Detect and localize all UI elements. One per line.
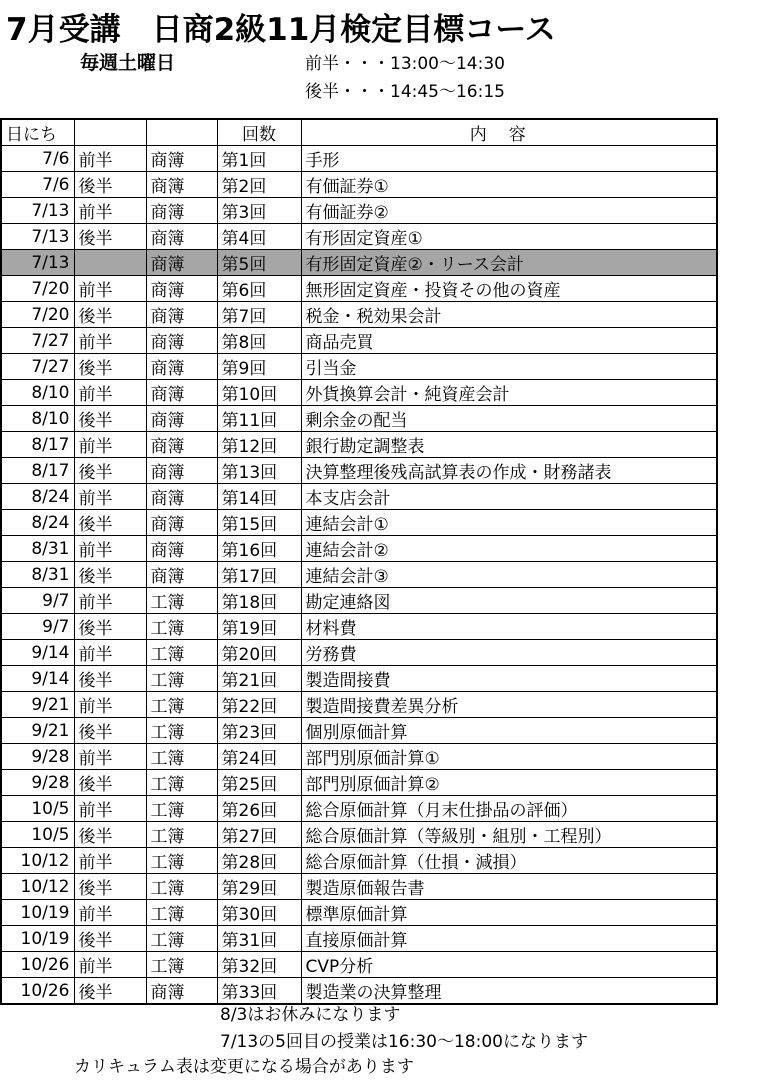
table-row	[1, 848, 717, 874]
cell-session: 第29回	[217, 874, 301, 900]
cell-book: 商簿	[146, 172, 217, 198]
cell-half: 後半	[74, 614, 146, 640]
table-row	[1, 198, 717, 224]
table-row	[1, 172, 717, 198]
cell-content: 製造間接費差異分析	[301, 692, 717, 718]
cell-half: 後半	[74, 172, 146, 198]
schedule-table	[0, 118, 718, 1005]
cell-date: 10/19	[1, 926, 74, 952]
cell-book: 商簿	[146, 302, 217, 328]
cell-book: 商簿	[146, 198, 217, 224]
cell-half: 後半	[74, 770, 146, 796]
curriculum-change-note: カリキュラム表は変更になる場合があります	[74, 1057, 414, 1077]
cell-book: 商簿	[146, 562, 217, 588]
cell-book: 商簿	[146, 328, 217, 354]
table-row	[1, 926, 717, 952]
cell-date: 10/5	[1, 796, 74, 822]
table-row	[1, 614, 717, 640]
table-row	[1, 744, 717, 770]
cell-session: 第5回	[217, 250, 301, 276]
cell-book: 商簿	[146, 224, 217, 250]
cell-date: 7/13	[1, 198, 74, 224]
cell-half: 後半	[74, 224, 146, 250]
column-header-content: 内容	[301, 119, 717, 146]
cell-session: 第15回	[217, 510, 301, 536]
cell-book: 商簿	[146, 536, 217, 562]
cell-date: 10/19	[1, 900, 74, 926]
cell-book: 商簿	[146, 432, 217, 458]
cell-session: 第11回	[217, 406, 301, 432]
cell-content: 有価証券①	[301, 172, 717, 198]
cell-content: 税金・税効果会計	[301, 302, 717, 328]
cell-date: 9/7	[1, 588, 74, 614]
cell-content: 直接原価計算	[301, 926, 717, 952]
table-row	[1, 874, 717, 900]
cell-date: 7/13	[1, 224, 74, 250]
cell-content: 総合原価計算（等級別・組別・工程別）	[301, 822, 717, 848]
cell-session: 第9回	[217, 354, 301, 380]
cell-half: 前半	[74, 484, 146, 510]
cell-book: 商簿	[146, 458, 217, 484]
cell-half: 後半	[74, 510, 146, 536]
cell-book: 商簿	[146, 510, 217, 536]
cell-half: 前半	[74, 692, 146, 718]
cell-content: 個別原価計算	[301, 718, 717, 744]
column-header-date: 日にち	[1, 119, 74, 146]
cell-content: 総合原価計算（仕損・減損）	[301, 848, 717, 874]
second-half-time: 後半・・・14:45～16:15	[305, 82, 505, 102]
table-header-row	[1, 119, 717, 146]
cell-half: 前半	[74, 432, 146, 458]
cell-book: 工簿	[146, 666, 217, 692]
cell-content: CVP分析	[301, 952, 717, 978]
cell-content: 商品売買	[301, 328, 717, 354]
cell-content: 部門別原価計算①	[301, 744, 717, 770]
table-row	[1, 666, 717, 692]
cell-date: 9/28	[1, 770, 74, 796]
cell-half: 後半	[74, 978, 146, 1005]
cell-book: 商簿	[146, 354, 217, 380]
cell-content: 製造業の決算整理	[301, 978, 717, 1005]
table-row	[1, 484, 717, 510]
cell-session: 第33回	[217, 978, 301, 1005]
cell-content: 労務費	[301, 640, 717, 666]
cell-half: 前半	[74, 328, 146, 354]
cell-date: 10/26	[1, 952, 74, 978]
cell-session: 第2回	[217, 172, 301, 198]
table-row	[1, 250, 717, 276]
cell-session: 第27回	[217, 822, 301, 848]
cell-content: 製造間接費	[301, 666, 717, 692]
cell-session: 第22回	[217, 692, 301, 718]
cell-book: 工簿	[146, 848, 217, 874]
cell-session: 第10回	[217, 380, 301, 406]
cell-half: 前半	[74, 848, 146, 874]
cell-half: 後半	[74, 822, 146, 848]
table-row	[1, 588, 717, 614]
table-row	[1, 458, 717, 484]
cell-book: 商簿	[146, 484, 217, 510]
table-row	[1, 380, 717, 406]
cell-content: 勘定連絡図	[301, 588, 717, 614]
cell-half: 後半	[74, 458, 146, 484]
cell-date: 9/14	[1, 666, 74, 692]
cell-session: 第8回	[217, 328, 301, 354]
table-row	[1, 822, 717, 848]
table-row	[1, 354, 717, 380]
cell-content: 部門別原価計算②	[301, 770, 717, 796]
table-row	[1, 640, 717, 666]
cell-content: 外貨換算会計・純資産会計	[301, 380, 717, 406]
cell-book: 工簿	[146, 900, 217, 926]
cell-date: 7/13	[1, 250, 74, 276]
cell-session: 第17回	[217, 562, 301, 588]
table-row	[1, 432, 717, 458]
first-half-time: 前半・・・13:00～14:30	[305, 54, 505, 74]
cell-date: 9/14	[1, 640, 74, 666]
cell-book: 工簿	[146, 926, 217, 952]
table-row	[1, 796, 717, 822]
column-header-book	[146, 119, 217, 146]
cell-date: 7/20	[1, 276, 74, 302]
table-row	[1, 276, 717, 302]
cell-book: 工簿	[146, 718, 217, 744]
cell-session: 第20回	[217, 640, 301, 666]
cell-session: 第21回	[217, 666, 301, 692]
cell-session: 第25回	[217, 770, 301, 796]
table-row	[1, 562, 717, 588]
table-row	[1, 146, 717, 172]
table-row	[1, 536, 717, 562]
cell-date: 10/12	[1, 848, 74, 874]
cell-half: 前半	[74, 146, 146, 172]
cell-content: 標準原価計算	[301, 900, 717, 926]
column-header-session: 回数	[217, 119, 301, 146]
cell-book: 工簿	[146, 744, 217, 770]
cell-session: 第24回	[217, 744, 301, 770]
cell-half: 前半	[74, 952, 146, 978]
cell-content: 銀行勘定調整表	[301, 432, 717, 458]
cell-half: 前半	[74, 640, 146, 666]
cell-date: 8/31	[1, 536, 74, 562]
cell-book: 商簿	[146, 406, 217, 432]
cell-half: 前半	[74, 588, 146, 614]
schedule-day: 毎週土曜日	[80, 52, 176, 74]
cell-half: 前半	[74, 744, 146, 770]
cell-date: 9/21	[1, 718, 74, 744]
cell-date: 10/26	[1, 978, 74, 1005]
table-row	[1, 952, 717, 978]
cell-half: 前半	[74, 276, 146, 302]
cell-date: 10/5	[1, 822, 74, 848]
table-row	[1, 302, 717, 328]
cell-session: 第32回	[217, 952, 301, 978]
cell-book: 工簿	[146, 588, 217, 614]
cell-session: 第3回	[217, 198, 301, 224]
cell-date: 8/17	[1, 458, 74, 484]
page-title: 7月受講 日商2級11月検定目標コース	[6, 12, 556, 48]
cell-content: 無形固定資産・投資その他の資産	[301, 276, 717, 302]
cell-book: 商簿	[146, 276, 217, 302]
cell-book: 工簿	[146, 796, 217, 822]
holiday-note: 8/3はお休みになります	[220, 1005, 401, 1025]
table-row	[1, 770, 717, 796]
cell-content: 連結会計③	[301, 562, 717, 588]
cell-content: 有形固定資産②・リース会計	[301, 250, 717, 276]
cell-book: 工簿	[146, 874, 217, 900]
cell-session: 第7回	[217, 302, 301, 328]
table-row	[1, 328, 717, 354]
special-time-note: 7/13の5回目の授業は16:30～18:00になります	[220, 1032, 588, 1052]
cell-date: 8/10	[1, 406, 74, 432]
cell-book: 工簿	[146, 640, 217, 666]
cell-session: 第12回	[217, 432, 301, 458]
cell-date: 9/28	[1, 744, 74, 770]
table-row	[1, 692, 717, 718]
cell-half: 前半	[74, 536, 146, 562]
cell-date: 8/24	[1, 510, 74, 536]
cell-book: 工簿	[146, 770, 217, 796]
cell-session: 第23回	[217, 718, 301, 744]
cell-date: 7/20	[1, 302, 74, 328]
table-row	[1, 900, 717, 926]
cell-session: 第14回	[217, 484, 301, 510]
cell-date: 8/24	[1, 484, 74, 510]
cell-half: 前半	[74, 198, 146, 224]
table-row	[1, 718, 717, 744]
cell-half: 後半	[74, 926, 146, 952]
cell-date: 9/7	[1, 614, 74, 640]
cell-content: 製造原価報告書	[301, 874, 717, 900]
cell-content: 連結会計②	[301, 536, 717, 562]
cell-book: 商簿	[146, 250, 217, 276]
cell-content: 剰余金の配当	[301, 406, 717, 432]
table-row	[1, 224, 717, 250]
table-row	[1, 510, 717, 536]
cell-half: 後半	[74, 354, 146, 380]
cell-content: 引当金	[301, 354, 717, 380]
cell-half: 前半	[74, 796, 146, 822]
column-header-half	[74, 119, 146, 146]
cell-half: 前半	[74, 900, 146, 926]
cell-book: 工簿	[146, 692, 217, 718]
cell-content: 材料費	[301, 614, 717, 640]
cell-session: 第16回	[217, 536, 301, 562]
cell-date: 7/27	[1, 354, 74, 380]
cell-half: 後半	[74, 666, 146, 692]
cell-session: 第18回	[217, 588, 301, 614]
cell-book: 工簿	[146, 614, 217, 640]
cell-half: 後半	[74, 562, 146, 588]
cell-half: 後半	[74, 718, 146, 744]
cell-book: 商簿	[146, 380, 217, 406]
cell-date: 9/21	[1, 692, 74, 718]
cell-session: 第13回	[217, 458, 301, 484]
cell-content: 本支店会計	[301, 484, 717, 510]
cell-half: 後半	[74, 874, 146, 900]
cell-book: 商簿	[146, 146, 217, 172]
cell-session: 第31回	[217, 926, 301, 952]
cell-book: 工簿	[146, 952, 217, 978]
cell-date: 10/12	[1, 874, 74, 900]
cell-content: 連結会計①	[301, 510, 717, 536]
cell-content: 有形固定資産①	[301, 224, 717, 250]
table-row	[1, 406, 717, 432]
cell-half: 後半	[74, 302, 146, 328]
cell-date: 7/6	[1, 146, 74, 172]
cell-session: 第30回	[217, 900, 301, 926]
cell-date: 8/31	[1, 562, 74, 588]
cell-date: 7/6	[1, 172, 74, 198]
cell-session: 第26回	[217, 796, 301, 822]
cell-content: 総合原価計算（月末仕掛品の評価）	[301, 796, 717, 822]
cell-date: 8/17	[1, 432, 74, 458]
cell-date: 7/27	[1, 328, 74, 354]
cell-content: 決算整理後残高試算表の作成・財務諸表	[301, 458, 717, 484]
cell-session: 第19回	[217, 614, 301, 640]
cell-session: 第1回	[217, 146, 301, 172]
cell-half	[74, 250, 146, 276]
cell-date: 8/10	[1, 380, 74, 406]
cell-book: 工簿	[146, 822, 217, 848]
cell-session: 第6回	[217, 276, 301, 302]
cell-content: 有価証券②	[301, 198, 717, 224]
cell-session: 第4回	[217, 224, 301, 250]
cell-half: 前半	[74, 380, 146, 406]
cell-half: 後半	[74, 406, 146, 432]
cell-content: 手形	[301, 146, 717, 172]
cell-book: 商簿	[146, 978, 217, 1005]
cell-session: 第28回	[217, 848, 301, 874]
